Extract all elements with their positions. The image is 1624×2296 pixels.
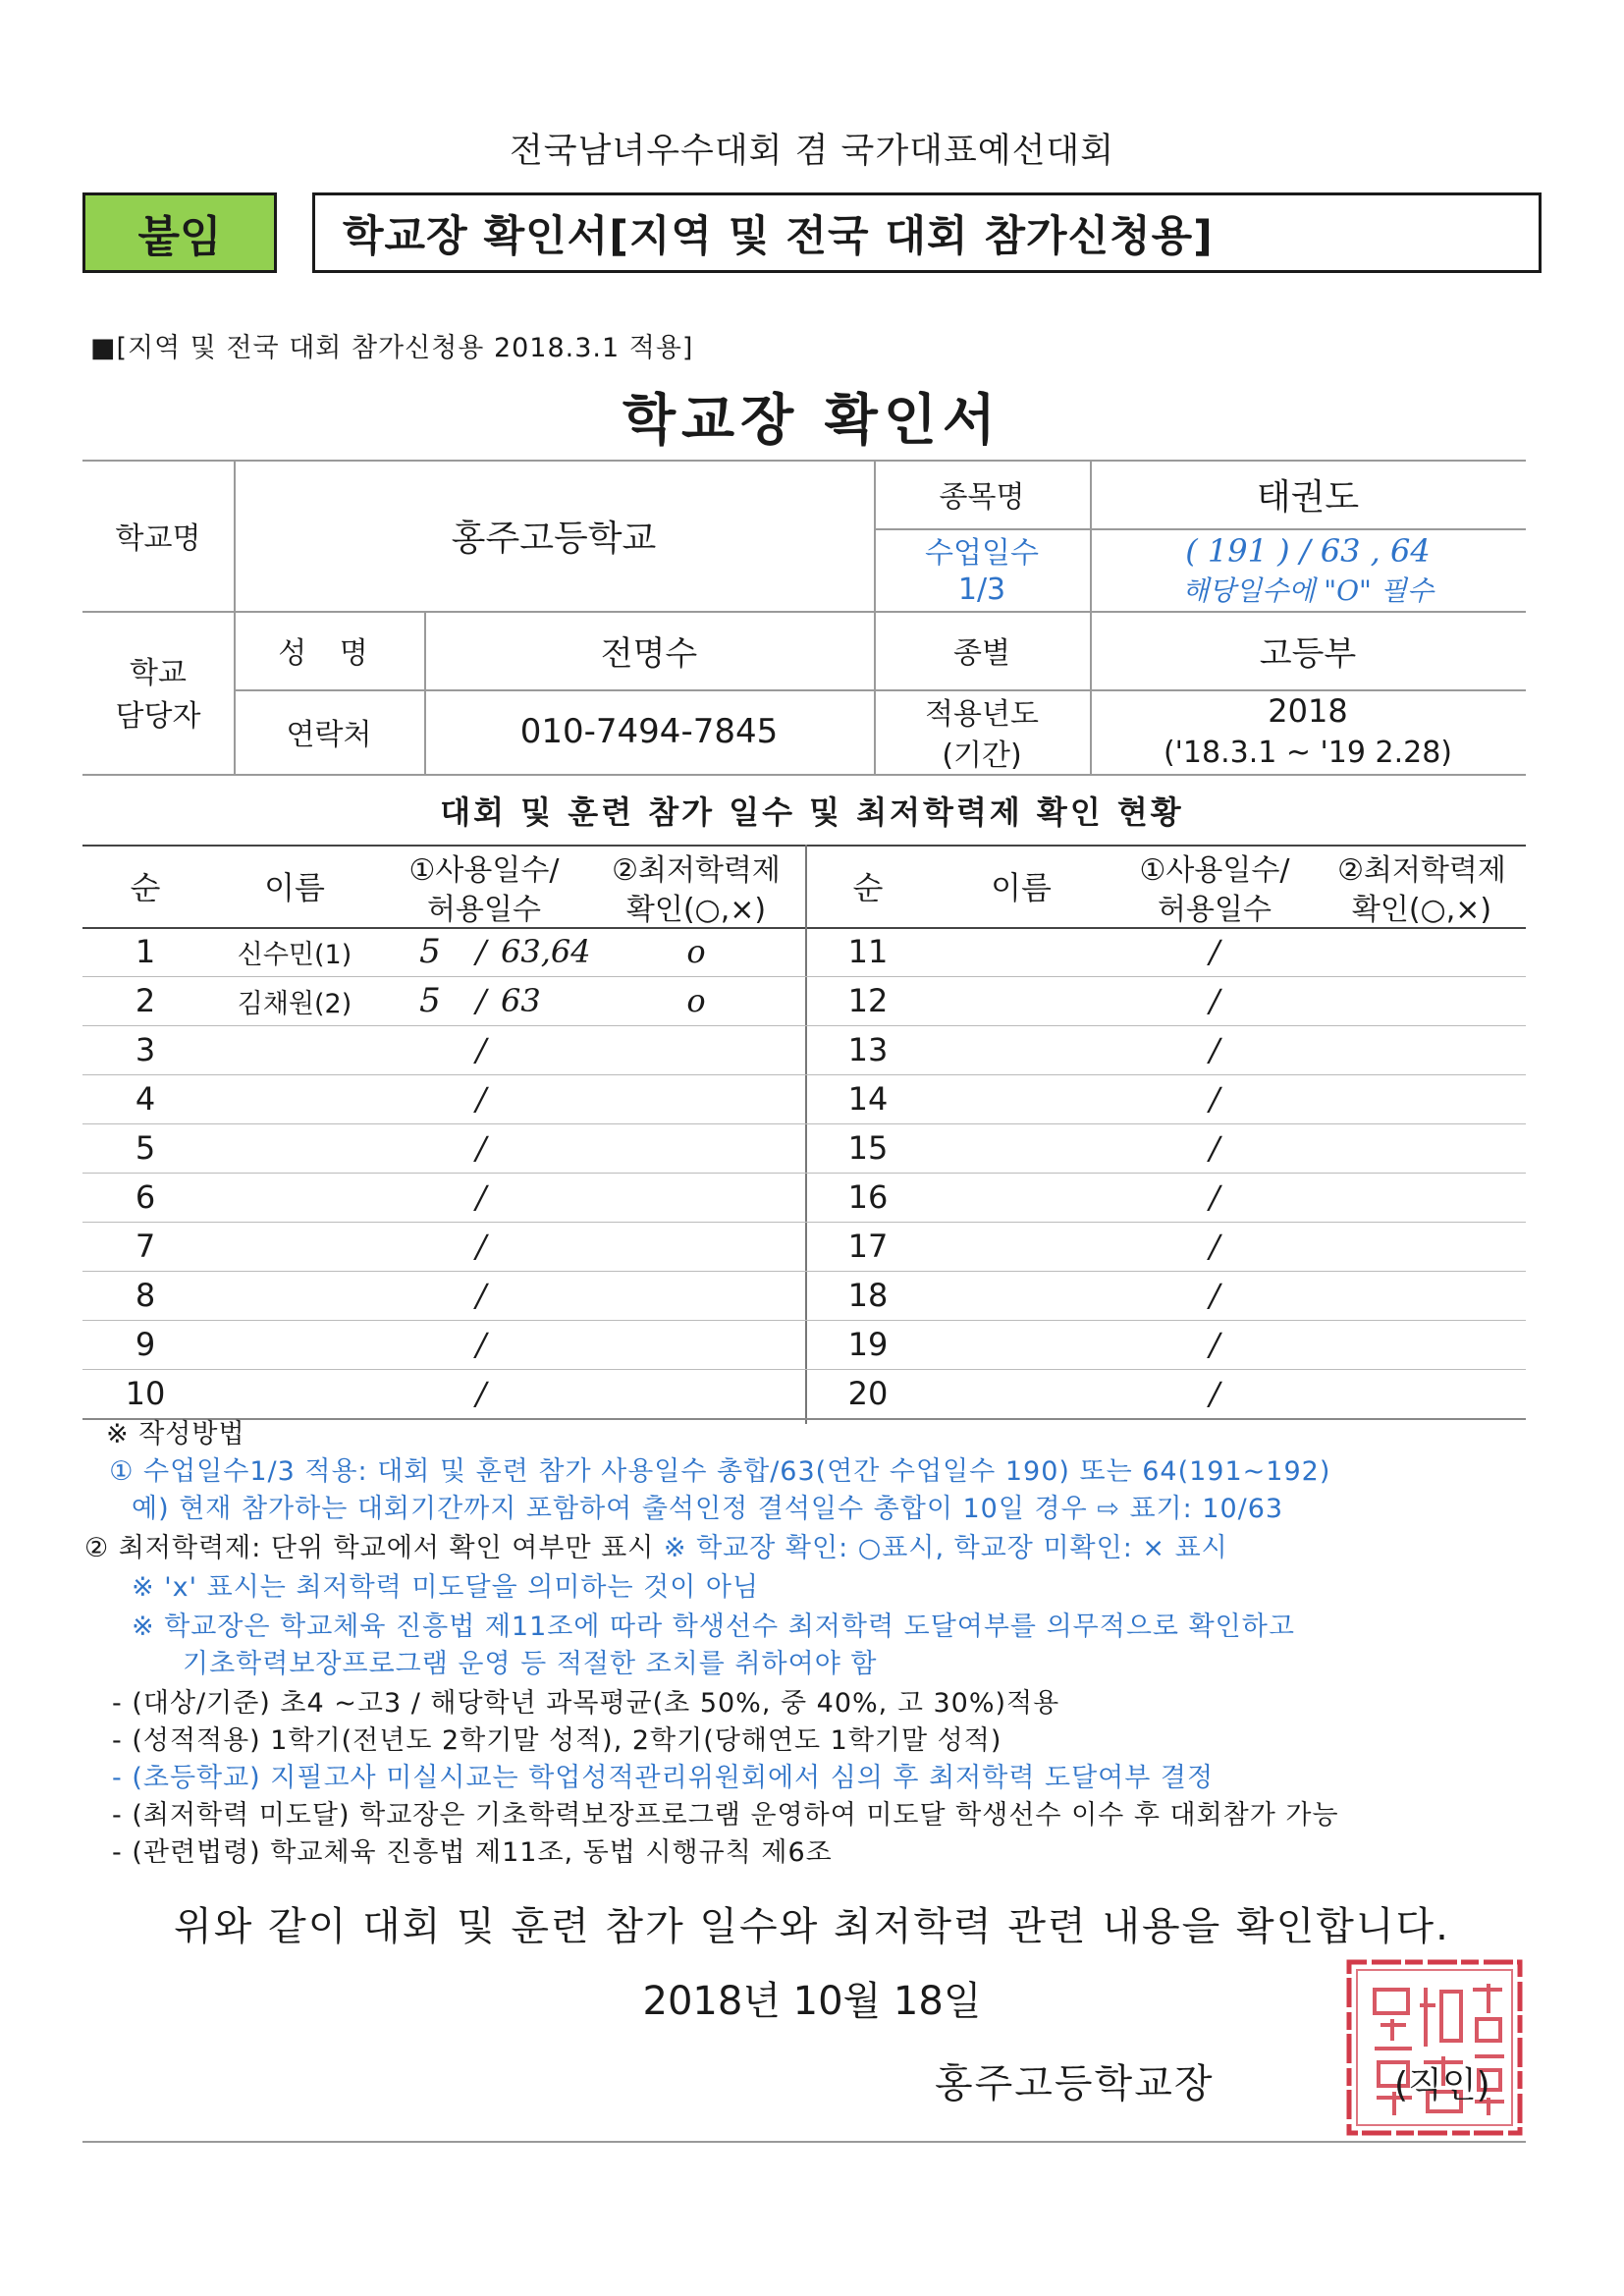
year-label-line1: 적용년도	[925, 697, 1039, 732]
bullet-law: - (관련법령) 학교체육 진흥법 제11조, 동법 시행규칙 제6조	[112, 1837, 833, 1868]
roster-col-check-right-line2: 확인(○,×)	[1351, 893, 1492, 927]
note-2-black: ② 최저학력제: 단위 학교에서 확인 여부만 표시	[84, 1533, 655, 1563]
roster-row-allowed-days: 63	[501, 982, 541, 1019]
school-name-value: 홍주고등학교	[451, 518, 657, 559]
roster-row-slash-right: /	[1209, 982, 1220, 1019]
division-label: 종별	[953, 636, 1010, 671]
class-days-value: ( 191 ) / 63 , 64	[1185, 532, 1431, 570]
class-days-label: 수업일수	[925, 536, 1039, 571]
roster-row-slash: /	[475, 982, 487, 1019]
note-1-text: ① 수업일수1/3 적용: 대회 및 훈련 참가 사용일수 총합/63(연간 수업일수 190) 또는 64(191~192)	[82, 1456, 1330, 1487]
contact-value: 010-7494-7845	[519, 712, 779, 751]
roster-row-check	[587, 1222, 805, 1271]
roster-row-slash-right: /	[1209, 1080, 1220, 1118]
roster-row-number: 5	[135, 1129, 156, 1167]
document-title: 학교장 확인서	[622, 389, 1002, 453]
roster-row-number-right: 19	[847, 1326, 889, 1363]
manager-name-value: 전명수	[600, 633, 698, 674]
roster-row-number: 7	[135, 1228, 156, 1265]
roster-col-days-right-line1: ①사용일수/	[1139, 853, 1290, 888]
roster-row-name	[208, 1123, 381, 1173]
bullet-grades: - (성적적용) 1학기(전년도 2학기말 성적), 2학기(당해연도 1학기말 성적)	[112, 1725, 1002, 1756]
principal-name: 홍주고등학교장	[935, 2061, 1215, 2106]
form-header-title: 학교장 확인서[지역 및 전국 대회 참가신청용]	[312, 192, 1542, 273]
roster-row-name	[208, 1222, 381, 1271]
roster-row-slash: /	[475, 1277, 487, 1314]
school-name-label: 학교명	[115, 521, 201, 556]
roster-row-slash: /	[475, 1375, 487, 1412]
roster-row-slash-right: /	[1209, 1178, 1220, 1216]
roster-col-days-right-line2: 허용일수	[1158, 893, 1272, 927]
roster-row-name	[208, 1369, 381, 1418]
roster-row-number-right: 18	[847, 1277, 889, 1314]
bullet-not-reached: - (최저학력 미도달) 학교장은 기초학력보장프로그램 운영하여 미도달 학생선수 이수 후 대회참가 가능	[112, 1800, 1339, 1831]
manager-label-line1: 학교	[130, 656, 187, 690]
bullet-elementary: - (초등학교) 지필고사 미실시교는 학업성적관리위원회에서 심의 후 최저학력 도달여부 결정	[112, 1763, 1215, 1793]
roster-row-number: 9	[135, 1326, 156, 1363]
roster-row-number: 2	[135, 982, 156, 1019]
note-2-blue: ※ 학교장 확인: ○표시, 학교장 미확인: × 표시	[663, 1533, 1228, 1563]
roster-row-number-right: 11	[847, 933, 889, 970]
event-title: 전국남녀우수대회 겸 국가대표예선대회	[509, 132, 1115, 171]
roster-row-number-right: 20	[847, 1375, 889, 1412]
roster-row-number-right: 17	[847, 1228, 889, 1265]
roster-row-check	[587, 1271, 805, 1320]
roster-row-slash: /	[475, 1178, 487, 1216]
roster-col-no-right: 순	[852, 869, 884, 906]
note-4-line1: ※ 학교장은 학교체육 진흥법 제11조에 따라 학생선수 최저학력 도달여부를 의무적으로 확인하고	[132, 1612, 1295, 1642]
roster-row-number: 4	[135, 1080, 156, 1118]
roster-row-name	[208, 1271, 381, 1320]
roster-row-name	[208, 1025, 381, 1074]
roster-row-check	[587, 1369, 805, 1418]
roster-col-days-line2: 허용일수	[427, 893, 541, 927]
note-1-line2: 예) 현재 참가하는 대회기간까지 포함하여 출석인정 결석일수 총합이 10일 경우 ⇨ 표기: 10/63	[132, 1494, 1284, 1524]
sport-value: 태권도	[1256, 476, 1360, 518]
attachment-badge: 붙임	[82, 192, 277, 273]
footer-rule	[82, 2141, 1526, 2143]
roster-row-used-days: 5	[419, 981, 441, 1020]
roster-row-number: 10	[125, 1375, 166, 1412]
roster-col-name-right: 이름	[991, 869, 1052, 906]
roster-row-check: o	[686, 982, 706, 1019]
roster-row-slash-right: /	[1209, 1031, 1220, 1068]
contact-label: 연락처	[286, 718, 372, 752]
class-days-note: 해당일수에 "O" 필수	[1182, 574, 1434, 607]
note-4-line2: 기초학력보장프로그램 운영 등 적절한 조치를 취하여야 함	[183, 1649, 878, 1679]
roster-row-number: 3	[135, 1031, 156, 1068]
info-table-bottom-border	[82, 774, 1526, 776]
division-value: 고등부	[1259, 633, 1357, 674]
roster-row-check	[587, 1025, 805, 1074]
roster-row-number-right: 16	[847, 1178, 889, 1216]
roster-row-slash: /	[475, 1129, 487, 1167]
manager-name-label: 성 명	[278, 636, 380, 671]
roster-row-slash-right: /	[1209, 1326, 1220, 1363]
roster-section-title: 대회 및 훈련 참가 일수 및 최저학력제 확인 현황	[440, 793, 1184, 831]
roster-row-slash-right: /	[1209, 1375, 1220, 1412]
roster-row-name: 신수민(1)	[237, 939, 352, 970]
roster-row-number-right: 13	[847, 1031, 889, 1068]
period-value: ('18.3.1 ~ '19 2.28)	[1163, 735, 1453, 770]
roster-row-number: 8	[135, 1277, 156, 1314]
seal-mark-label: (직인)	[1394, 2065, 1490, 2105]
roster-row-slash: /	[475, 1326, 487, 1363]
application-note: ■[지역 및 전국 대회 참가신청용 2018.3.1 적용]	[90, 333, 694, 363]
notes-heading: ※ 작성방법	[106, 1419, 245, 1449]
roster-col-check-line2: 확인(○,×)	[625, 893, 767, 927]
roster-row-name	[208, 1173, 381, 1222]
roster-row-slash: /	[475, 933, 487, 970]
roster-col-check-right-line1: ②최저학력제	[1337, 853, 1506, 888]
sport-label: 종목명	[939, 480, 1025, 515]
note-3: ※ 'x' 표시는 최저학력 미도달을 의미하는 것이 아님	[132, 1572, 760, 1603]
year-value: 2018	[1268, 692, 1348, 730]
bullet-target: - (대상/기준) 초4 ~고3 / 해당학년 과목평균(초 50%, 중 40%, 고 30%)적용	[112, 1688, 1060, 1719]
roster-row-name	[208, 1074, 381, 1123]
note-2-line	[84, 1526, 1228, 1564]
roster-row-check	[587, 1074, 805, 1123]
roster-row-number-right: 12	[847, 982, 889, 1019]
roster-row-check	[587, 1320, 805, 1369]
roster-row-used-days: 5	[419, 932, 441, 971]
year-label-line2: (기간)	[942, 738, 1022, 773]
roster-row-check	[587, 1123, 805, 1173]
roster-col-name: 이름	[264, 869, 325, 906]
official-seal-stamp	[1341, 1954, 1528, 2141]
roster-row-check	[587, 1173, 805, 1222]
roster-table-bottom-border	[82, 1418, 1526, 1420]
roster-row-slash-right: /	[1209, 1277, 1220, 1314]
roster-row-check: o	[686, 933, 706, 970]
roster-row-slash: /	[475, 1228, 487, 1265]
roster-row-slash-right: /	[1209, 1228, 1220, 1265]
class-days-fraction: 1/3	[957, 572, 1006, 607]
roster-row-name: 김채원(2)	[237, 988, 352, 1019]
roster-row-slash-right: /	[1209, 1129, 1220, 1167]
issue-date: 2018년 10월 18일	[642, 1979, 982, 2024]
roster-row-number: 1	[135, 933, 156, 970]
roster-row-name	[208, 1320, 381, 1369]
roster-col-no: 순	[130, 869, 161, 906]
confirmation-statement: 위와 같이 대회 및 훈련 참가 일수와 최저학력 관련 내용을 확인합니다.	[174, 1904, 1450, 1949]
roster-row-allowed-days: 63,64	[501, 933, 591, 970]
roster-row-number-right: 14	[847, 1080, 889, 1118]
roster-row-slash-right: /	[1209, 933, 1220, 970]
roster-col-check-line1: ②최저학력제	[612, 853, 781, 888]
roster-row-slash: /	[475, 1080, 487, 1118]
note-1-line1	[84, 1449, 1330, 1488]
roster-row-number-right: 15	[847, 1129, 889, 1167]
roster-row-number: 6	[135, 1178, 156, 1216]
roster-row-slash: /	[475, 1031, 487, 1068]
manager-label-line2: 담당자	[115, 699, 201, 734]
roster-col-days-line1: ①사용일수/	[408, 853, 560, 888]
